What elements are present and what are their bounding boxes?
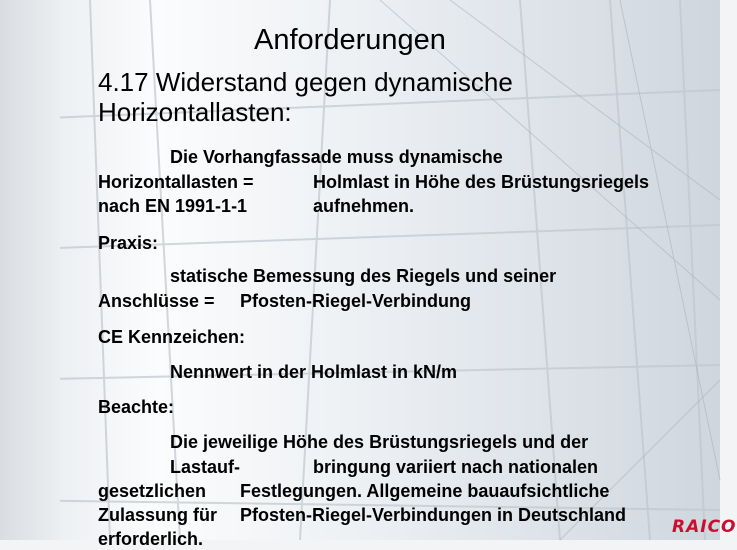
body-text: Pfosten-Riegel-Verbindung: [240, 291, 472, 311]
body-text: aufnehmen.: [313, 196, 415, 216]
body-text: Horizontallasten =: [98, 172, 254, 192]
body-text: erforderlich.: [98, 529, 204, 549]
subtitle-line-2: Horizontallasten:: [98, 97, 292, 127]
body-text: Festlegungen. Allgemeine bauaufsichtliche: [240, 481, 610, 501]
left-bar: [0, 0, 60, 540]
body-text: Zulassung für: [98, 505, 218, 525]
body-text: statische Bemessung des Riegels und seiner: [170, 266, 557, 286]
section-heading-praxis: Praxis:: [98, 233, 159, 253]
body-text: Die Vorhangfassade muss dynamische: [170, 147, 503, 167]
body-text: Pfosten-Riegel-Verbindungen in Deutschland: [240, 505, 627, 525]
body-text: bringung variiert nach nationalen: [313, 457, 599, 477]
body-text: Holmlast in Höhe des Brüstungsriegels: [313, 172, 650, 192]
body-text: gesetzlichen: [98, 481, 207, 501]
section-heading-ce: CE Kennzeichen:: [98, 327, 246, 347]
page-title: Anforderungen: [254, 24, 446, 56]
subtitle-line-1: 4.17 Widerstand gegen dynamische: [98, 67, 513, 97]
body-text: Lastauf-: [170, 457, 241, 477]
section-heading-beachte: Beachte:: [98, 397, 175, 417]
body-text: Nennwert in der Holmlast in kN/m: [170, 362, 458, 382]
body-text: Die jeweilige Höhe des Brüstungsriegels und der: [170, 432, 589, 452]
body-text: nach EN 1991-1-1: [98, 196, 248, 216]
body-text: Anschlüsse =: [98, 291, 215, 311]
raico-logo: RAICO: [672, 517, 737, 537]
